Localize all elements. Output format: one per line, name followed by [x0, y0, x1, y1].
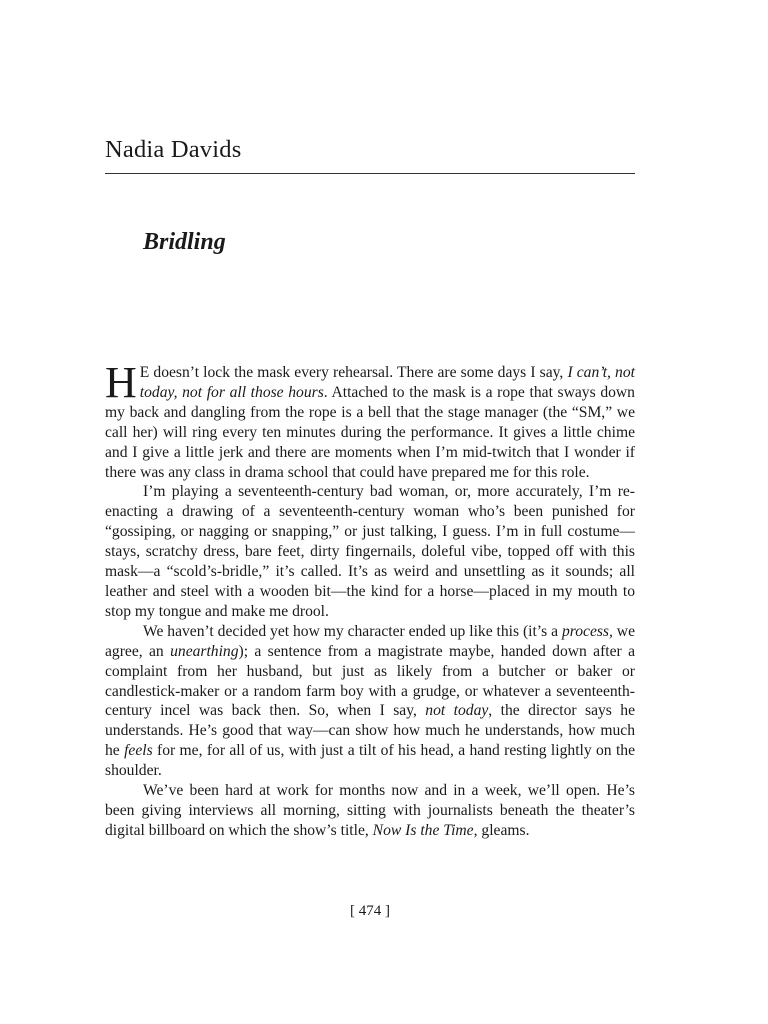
author-name: Nadia Davids: [105, 136, 242, 163]
paragraph-3-text-a: We haven’t decided yet how my character ended up like this (it’s a: [143, 622, 562, 640]
paragraph-4-text-c: gleams.: [477, 821, 530, 839]
paragraph-1-italic: I can’t, not today, not for all those hours: [139, 364, 635, 401]
paragraph-3-text-g: , the director says he understands. He’s good that way—can show how much he understands, how much he: [105, 702, 635, 760]
paragraph-3-text-c: we agree, an: [105, 622, 635, 660]
paragraph-1: [105, 358, 635, 482]
story-body: [105, 358, 636, 841]
paragraph-3-italic-process: process,: [561, 622, 613, 640]
paragraph-3-text-e: ); a sentence from a magistrate maybe, handed down after a complaint from her husband, but just as likely from a butcher or baker or candlestick-maker or a random farm boy with a grudge, or whatever a seventeenth-century incel was back then. So, when I say,: [105, 642, 636, 720]
paragraph-1-text-a: E doesn’t lock the mask every rehearsal. There are some days I say,: [139, 364, 568, 381]
paragraph-3-italic-unearthing: unearthing: [170, 642, 239, 660]
paragraph-3-italic-not-today: not today: [425, 702, 489, 720]
story-title: Bridling: [143, 229, 226, 255]
paragraph-3-italic-feels: feels: [124, 742, 153, 760]
drop-cap: H: [105, 358, 137, 407]
paragraph-3: [105, 622, 635, 781]
paragraph-2: I’m playing a seventeenth-century bad woman, or, more accurately, I’m re-enacting a drawing of a seventeenth-century woman who’s been punished for “gossiping, or nagging or snapping,” or just talking, I guess. I’m in full costume—stays, scratchy dress, bare feet, dirty fingernails, doleful vibe, topped off with this mask—a “scold’s-bridle,” it’s called. It’s as weird and unsettling as it sounds; all leather and steel with a wooden bit—the kind for a horse—placed in my mouth to stop my tongue and make me drool.: [105, 483, 635, 620]
page-number: [ 474 ]: [350, 903, 390, 919]
paragraph-3-text-i: for me, for all of us, with just a tilt of his head, a hand resting lightly on the shoulder.: [105, 742, 635, 780]
paragraph-4-text-a: We’ve been hard at work for months now and in a week, we’ll open. He’s been giving interviews all morning, sitting with journalists beneath the theater’s digital billboard on which the show’s title,: [105, 782, 635, 839]
paragraph-1-text-c: . Attached to the mask is a rope that sways down my back and dangling from the rope is a bell that the stage manager (the “SM,” we call her) will ring every ten minutes during the performance. It gives a little chime and I give a little jerk and there are moments when I’m mid-twitch that I wonder if there was any class in drama school that could have prepared me for this role.: [105, 383, 635, 481]
paragraph-4-italic-show-title: Now Is the Time,: [372, 821, 478, 839]
paragraph-4: [105, 781, 635, 841]
header-rule: [105, 173, 635, 174]
